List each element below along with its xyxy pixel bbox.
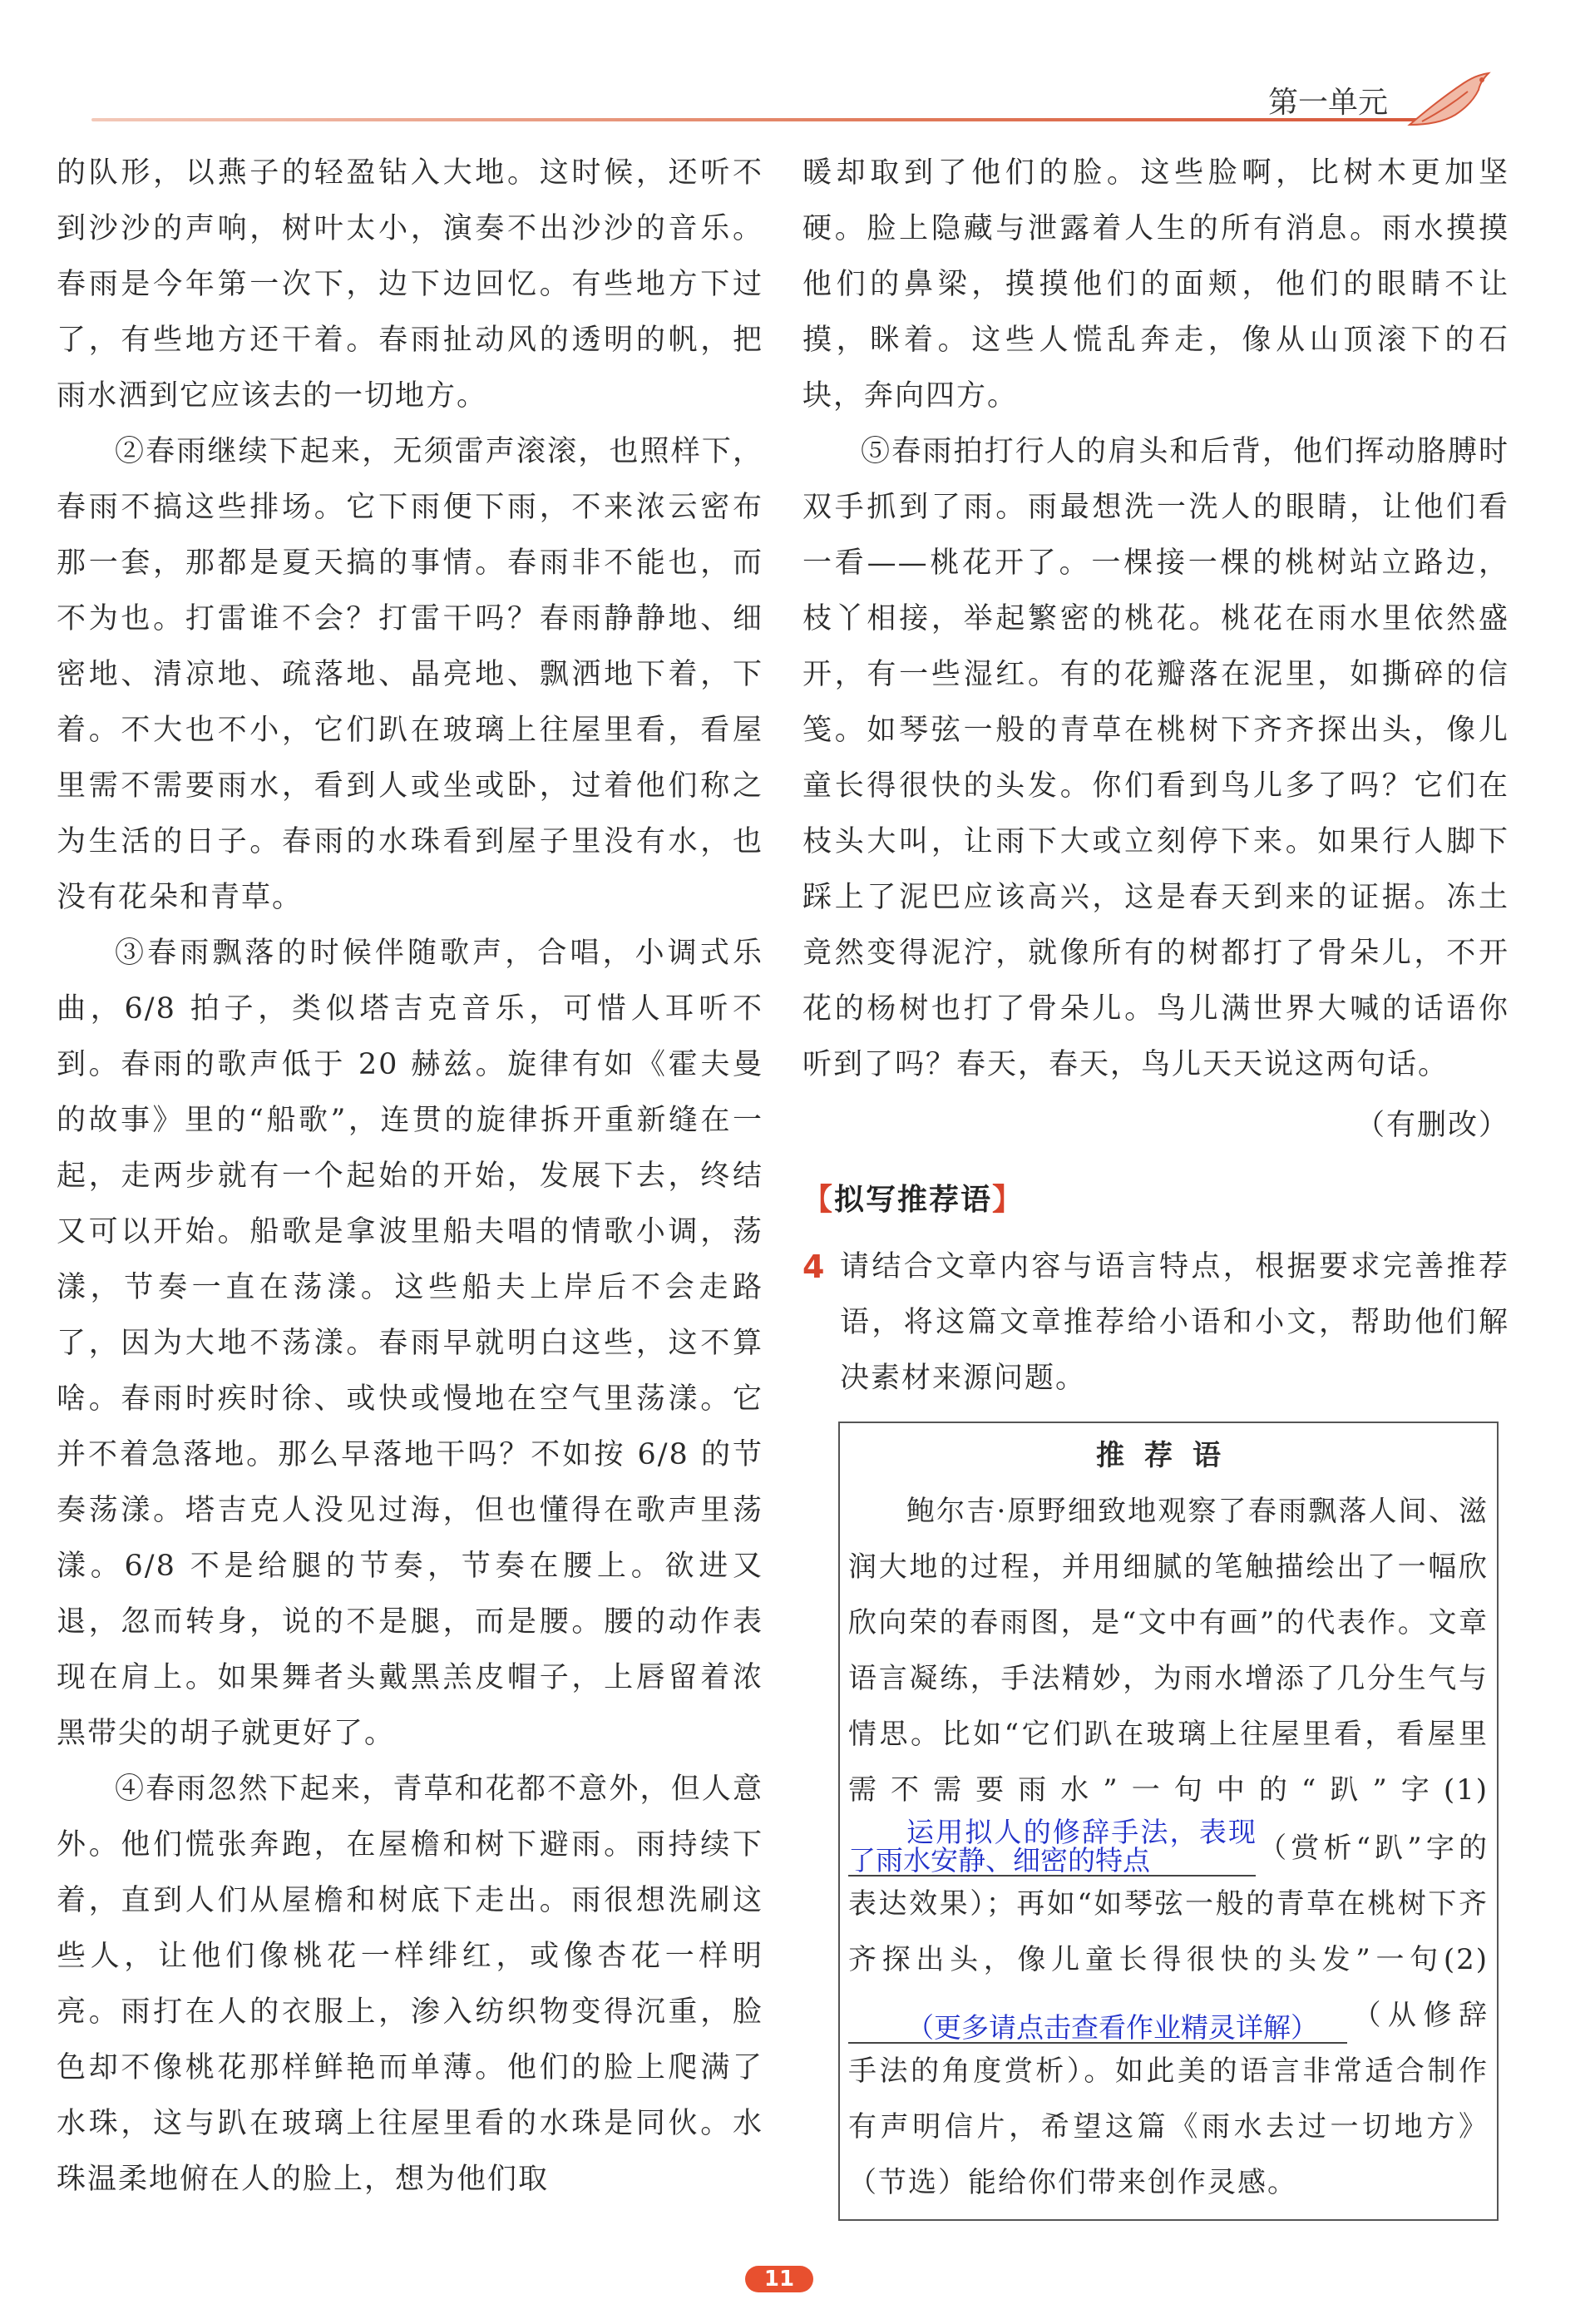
section-title-text: 拟写推荐语 bbox=[834, 1183, 993, 1217]
answer-blank-1[interactable]: 运用拟人的修辞手法，表现了雨水安静、细密的特点 bbox=[848, 1816, 1256, 1877]
answer-blank-2[interactable]: （更多请点击查看作业精灵详解） bbox=[848, 2014, 1347, 2044]
question-number: 4 bbox=[802, 1249, 827, 1285]
section-title bbox=[802, 1172, 1509, 1228]
question-4 bbox=[802, 1239, 1509, 1407]
recommendation-box bbox=[838, 1422, 1499, 2221]
recommendation-title: 推荐语 bbox=[1096, 1439, 1241, 1472]
question-text: 请结合文章内容与语言特点，根据要求完善推荐语，将这篇文章推荐给小语和小文，帮助他们解决素材来源问题。 bbox=[840, 1250, 1509, 1395]
paragraph-4: ④春雨忽然下起来，青草和花都不意外，但人意外。他们慌张奔跑，在屋檐和树下避雨。雨持续下着，直到人们从屋檐和树底下走出。雨很想洗刷这些人，让他们像桃花一样绯红，或像杏花一样明亮。雨打在人的衣服上，渗入纺织物变得沉重，脸色却不像桃花那样鲜艳而单薄。他们的脸上爬满了水珠，这与趴在玻璃上往屋里看的水珠是同伙。水珠温柔地俯在人的脸上，想为他们取 bbox=[57, 1773, 763, 2196]
edit-note: （有删改） bbox=[1355, 1109, 1509, 1142]
recommendation-part2: （赏析“趴”字的表达效果）；再如“如琴弦一般的青草在桃树下齐齐探出头，像儿童长得很快的头发”一句(2) bbox=[848, 1832, 1489, 1976]
paragraph-4-cont: 暖却取到了他们的脸。这些脸啊，比树木更加坚硬。脸上隐藏与泄露着人生的所有消息。雨水摸摸他们的鼻梁，摸摸他们的面颊，他们的眼睛不让摸，眯着。这些人慌乱奔走，像从山顶滚下的石块，奔向四方。 bbox=[802, 156, 1509, 413]
recommendation-part1: 鲍尔吉·原野细致地观察了春雨飘落人间、滋润大地的过程，并用细腻的笔触描绘出了一幅欣欣向荣的春雨图，是“文中有画”的代表作。文章语言凝练，手法精妙，为雨水增添了几分生气与情思。比如“它们趴在玻璃上往屋里看，看屋里需不需要雨水”一句中的“趴”字(1) bbox=[848, 1495, 1489, 1807]
left-column bbox=[57, 146, 763, 2208]
bracket-close: 】 bbox=[992, 1183, 1025, 1217]
unit-title: 第一单元 bbox=[1268, 86, 1389, 120]
recommendation-part3: （从修辞手法的角度赏析）。如此美的语言非常适合制作有声明信片，希望这篇《雨水去过一切地方》（节选）能给你们带来创作灵感。 bbox=[848, 1999, 1489, 2199]
swallow-icon bbox=[1405, 67, 1497, 133]
bracket-open: 【 bbox=[802, 1183, 835, 1217]
right-column bbox=[802, 146, 1509, 2221]
recommendation-body bbox=[848, 1484, 1489, 2211]
paragraph-1: 的队形，以燕子的轻盈钻入大地。这时候，还听不到沙沙的声响，树叶太小，演奏不出沙沙的音乐。春雨是今年第一次下，边下边回忆。有些地方下过了，有些地方还干着。春雨扯动风的透明的帆，把雨水洒到它应该去的一切地方。 bbox=[57, 156, 763, 413]
page-number: 11 bbox=[745, 2266, 813, 2292]
header-rule bbox=[91, 118, 1439, 121]
paragraph-2: ②春雨继续下起来，无须雷声滚滚，也照样下，春雨不搞这些排场。它下雨便下雨，不来浓云密布那一套，那都是夏天搞的事情。春雨非不能也，而不为也。打雷谁不会？打雷干吗？春雨静静地、细密地、清凉地、疏落地、晶亮地、飘洒地下着，下着。不大也不小，它们趴在玻璃上往屋里看，看屋里需不需要雨水，看到人或坐或卧，过着他们称之为生活的日子。春雨的水珠看到屋子里没有水，也没有花朵和青草。 bbox=[57, 435, 763, 914]
paragraph-5: ⑤春雨拍打行人的肩头和后背，他们挥动胳膊时双手抓到了雨。雨最想洗一洗人的眼睛，让他们看一看——桃花开了。一棵接一棵的桃树站立路边，枝丫相接，举起繁密的桃花。桃花在雨水里依然盛开，有一些湿红。有的花瓣落在泥里，如撕碎的信笺。如琴弦一般的青草在桃树下齐齐探出头，像儿童长得很快的头发。你们看到鸟儿多了吗？它们在枝头大叫，让雨下大或立刻停下来。如果行人脚下踩上了泥巴应该高兴，这是春天到来的证据。冻土竟然变得泥泞，就像所有的树都打了骨朵儿，不开花的杨树也打了骨朵儿。鸟儿满世界大喊的话语你听到了吗？春天，春天，鸟儿天天说这两句话。 bbox=[802, 435, 1509, 1081]
paragraph-3: ③春雨飘落的时候伴随歌声，合唱，小调式乐曲，6/8 拍子，类似塔吉克音乐，可惜人耳听不到。春雨的歌声低于 20 赫兹。旋律有如《霍夫曼的故事》里的“船歌”，连贯的旋律拆开重新缝在一起，走两步就有一个起始的开始，发展下去，终结又可以开始。船歌是拿波里船夫唱的情歌小调，荡漾，节奏一直在荡漾。这些船夫上岸后不会走路了，因为大地不荡漾。春雨早就明白这些，这不算啥。春雨时疾时徐、或快或慢地在空气里荡漾。它并不着急落地。那么早落地干吗？不如按 6/8 的节奏荡漾。塔吉克人没见过海，但也懂得在歌声里荡漾。6/8 不是给腿的节奏，节奏在腰上。欲进又退，忽而转身，说的不是腿，而是腰。腰的动作表现在肩上。如果舞者头戴黑羔皮帽子，上唇留着浓黑带尖的胡子就更好了。 bbox=[57, 937, 763, 1750]
